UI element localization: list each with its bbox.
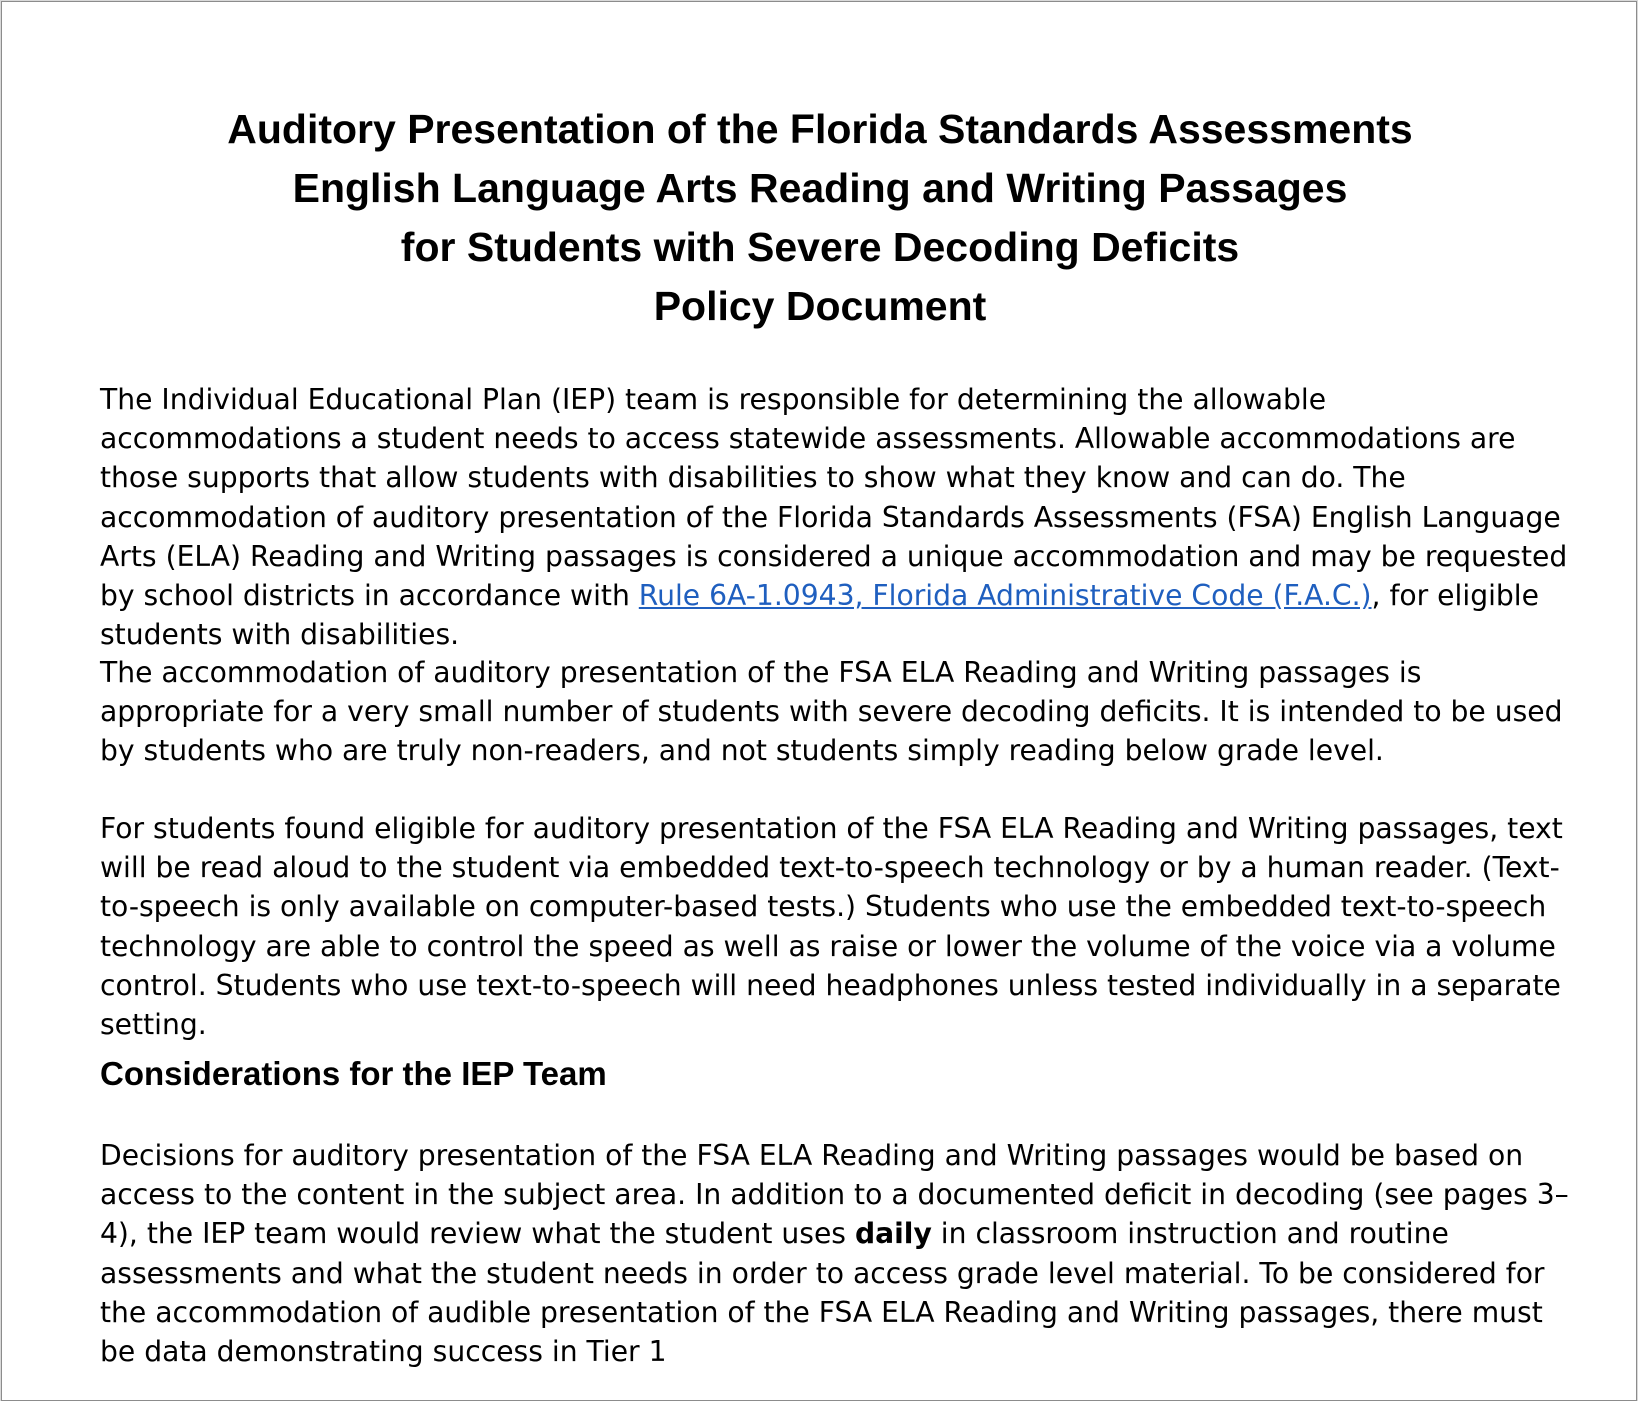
paragraph-decisions <box>100 1136 1570 1371</box>
title-line-2: English Language Arts Reading and Writing Passages <box>292 165 1348 211</box>
document-page <box>1 1 1637 1401</box>
paragraph-appropriateness: The accommodation of auditory presentation of the FSA ELA Reading and Writing passages is appropriate for a very small number of students with severe decoding deficits. It is intended to be used by students who are truly non-readers, and not students simply reading below grade level. <box>100 656 1563 768</box>
title-line-4: Policy Document <box>653 283 987 329</box>
section-heading-considerations: Considerations for the IEP Team <box>100 1055 607 1092</box>
document-title <box>2 100 1638 336</box>
paragraph-eligible-students: For students found eligible for auditory presentation of the FSA ELA Reading and Writing passages, text will be read aloud to the student via embedded text-to-speech technology or by a human reader. (Text-to-speech is only available on computer-based tests.) Students who use the embedded text-to-speech technology are able to control the speed as well as raise or lower the volume of the voice via a volume control. Students who use text-to-speech will need headphones unless tested individually in a separate setting. <box>100 812 1563 1042</box>
paragraph-1-text-end: , for eligible students with disabilities. <box>100 579 1539 652</box>
paragraph-iep-responsibility <box>100 380 1570 654</box>
paragraph-4-text-end: in classroom instruction and routine assessments and what the student needs in order to access grade level material. To be considered for the accommodation of audible presentation of the FSA ELA Reading and Writing passages, there must be data demonstrating success in Tier 1 <box>100 1217 1545 1369</box>
paragraph-4-text-start: Decisions for auditory presentation of the FSA ELA Reading and Writing passages would be based on access to the content in the subject area. In addition to a documented deficit in decoding (see pages 3–4), the IEP team would review what the student uses <box>100 1139 1569 1251</box>
paragraph-1-text-start: The Individual Educational Plan (IEP) team is responsible for determining the allowable accommodations a student needs to access statewide assessments. Allowable accommodations are those supports that allow students with disabilities to show what they know and can do. The accommodation of auditory presentation of the Florida Standards Assessments (FSA) English Language Arts (ELA) Reading and Writing passages is considered a unique accommodation and may be requested by school districts in accordance with <box>100 383 1568 613</box>
title-line-1: Auditory Presentation of the Florida Standards Assessments <box>227 106 1413 152</box>
paragraph-4-bold-daily: daily <box>854 1217 932 1251</box>
rule-6a-link[interactable]: Rule 6A-1.0943, Florida Administrative Code (F.A.C.) <box>638 579 1372 613</box>
title-line-3: for Students with Severe Decoding Deficits <box>400 224 1240 270</box>
